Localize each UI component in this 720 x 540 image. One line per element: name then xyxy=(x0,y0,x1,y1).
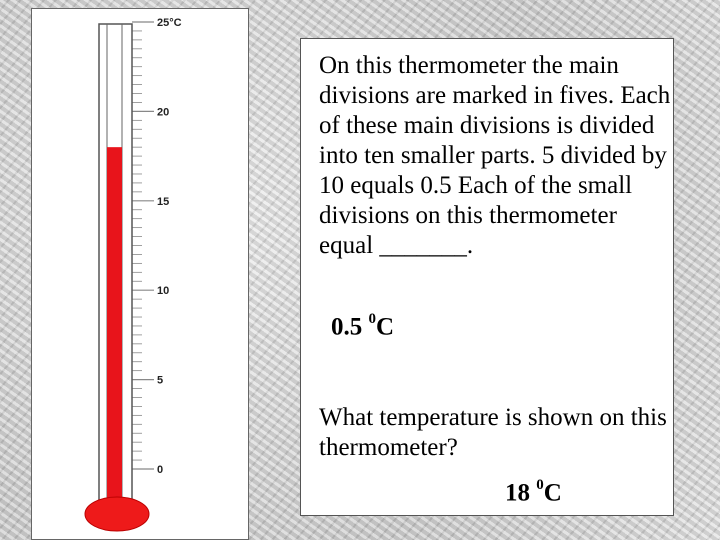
thermometer-bulb xyxy=(85,497,149,531)
scale-label-20: 20 xyxy=(157,106,170,119)
question-text: What temperature is shown on this thermometer? xyxy=(319,404,667,461)
temperature-answer xyxy=(505,479,562,507)
temperature-answer-value: 18 xyxy=(505,479,530,507)
text-panel xyxy=(300,38,674,516)
scale-label-10: 10 xyxy=(157,285,170,298)
scale-ticks xyxy=(132,22,154,469)
thermometer-panel xyxy=(31,8,249,540)
division-answer-unit: C xyxy=(376,313,395,341)
scale-labels xyxy=(157,106,169,476)
unit-label: 25°C xyxy=(157,17,182,29)
division-answer-value: 0.5 xyxy=(331,313,363,341)
explanation-text: On this thermometer the main divisions are marked in fives. Each of these main divisions is divided into ten smaller parts. 5 divided by 10 equals 0.5 Each of the small divisions on this thermometer equal _______. xyxy=(319,52,671,259)
division-answer-degree: 0 xyxy=(368,311,376,327)
thermometer xyxy=(32,9,248,539)
scale-label-5: 5 xyxy=(157,374,164,387)
temperature-answer-degree: 0 xyxy=(536,477,544,493)
scale-label-15: 15 xyxy=(157,195,170,208)
temperature-answer-unit: C xyxy=(543,479,562,507)
mercury-column xyxy=(107,147,122,509)
division-answer xyxy=(331,313,394,341)
scale-label-0: 0 xyxy=(157,464,164,476)
